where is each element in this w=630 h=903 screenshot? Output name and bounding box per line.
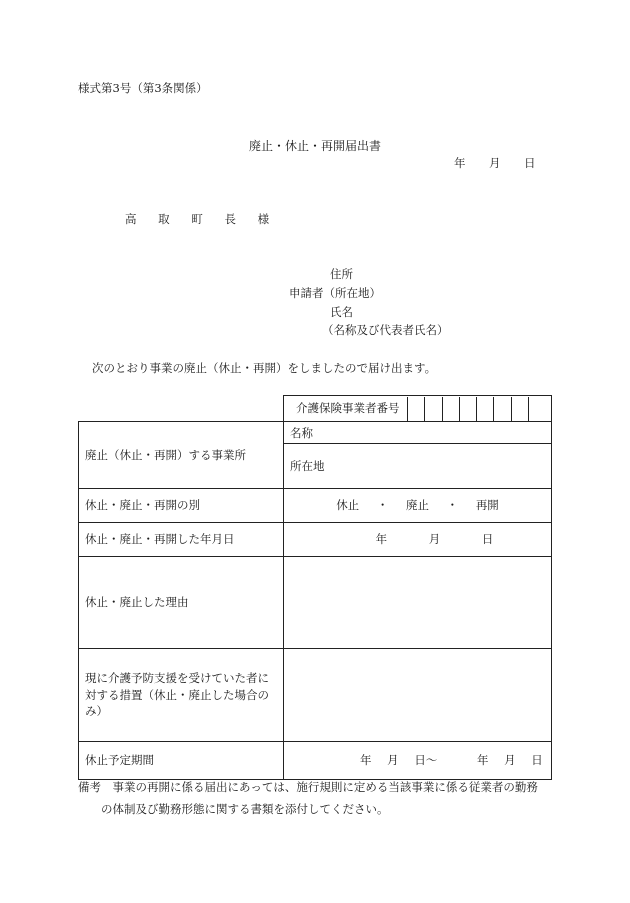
addressee-char: 様: [257, 212, 273, 226]
office-address-field[interactable]: [284, 444, 552, 489]
period-start-month: 月: [387, 753, 399, 768]
type-options[interactable]: [284, 489, 552, 523]
date-day: 日: [481, 532, 494, 547]
type-option-abolish[interactable]: 廃止: [406, 498, 429, 513]
separator: ・: [446, 498, 459, 513]
reason-field[interactable]: [284, 557, 552, 649]
office-address-label: 所在地: [290, 458, 325, 473]
measures-field[interactable]: [284, 649, 552, 742]
addressee-char: 取: [158, 212, 173, 226]
provider-number-box[interactable]: [476, 397, 493, 421]
addressee-char: 長: [224, 212, 239, 226]
provider-number-box[interactable]: [493, 397, 510, 421]
blank-cell: [79, 396, 284, 422]
provider-number-box[interactable]: [442, 397, 459, 421]
applicant-name-note: （名称及び代表者氏名）: [322, 323, 449, 337]
period-end-day: 日: [531, 753, 543, 768]
period-end-month: 月: [504, 753, 516, 768]
separator: ・: [376, 498, 389, 513]
header-date-year: 年: [454, 156, 466, 170]
addressee-char: 町: [191, 212, 206, 226]
remarks: [78, 777, 538, 821]
date-field[interactable]: [284, 523, 552, 557]
period-end-year: 年: [476, 753, 489, 768]
date-label: 休止・廃止・再開した年月日: [79, 523, 284, 557]
addressee: [125, 211, 284, 227]
provider-number-box[interactable]: [424, 397, 441, 421]
header-date-day: 日: [524, 156, 536, 170]
office-name-field[interactable]: [284, 422, 552, 444]
period-field[interactable]: [284, 742, 552, 780]
provider-number-box[interactable]: [528, 397, 545, 421]
provider-number-label: 介護保険事業者番号: [296, 401, 400, 416]
type-option-suspend[interactable]: 休止: [336, 498, 360, 513]
remarks-line-2: の体制及び勤務形態に関する書類を添付してください。: [101, 801, 389, 816]
office-label: 廃止（休止・再開）する事業所: [79, 422, 284, 489]
type-option-resume[interactable]: 再開: [475, 498, 499, 513]
applicant-label: 申請者（所在地）: [289, 286, 381, 300]
provider-number-box[interactable]: [407, 397, 424, 421]
period-start-day: 日～: [414, 753, 438, 768]
applicant-address-label: 住所: [330, 267, 353, 281]
form-title: 廃止・休止・再開届出書: [248, 139, 381, 153]
notification-table: [78, 395, 552, 780]
date-month: 月: [428, 532, 441, 547]
date-year: 年: [375, 532, 388, 547]
period-label: 休止予定期間: [79, 742, 284, 780]
addressee-char: 高: [125, 212, 140, 226]
form-number: 様式第3号（第3条関係）: [78, 81, 208, 95]
remarks-line-1: 備考 事業の再開に係る届出にあっては、施行規則に定める当該事業に係る従業者の勤務: [78, 780, 538, 794]
provider-number-box[interactable]: [459, 397, 476, 421]
intro-text: 次のとおり事業の廃止（休止・再開）をしましたので届け出ます。: [92, 361, 437, 375]
header-date-month: 月: [489, 156, 501, 170]
provider-number-box[interactable]: [511, 397, 528, 421]
office-name-label: 名称: [290, 426, 313, 440]
period-start-year: 年: [360, 753, 372, 768]
provider-number-row: [284, 396, 552, 422]
type-label: 休止・廃止・再開の別: [79, 489, 284, 523]
reason-label: 休止・廃止した理由: [79, 557, 284, 649]
measures-label: 現に介護予防支援を受けていた者に対する措置（休止・廃止した場合のみ）: [79, 649, 284, 742]
applicant-name-label: 氏名: [330, 305, 353, 319]
